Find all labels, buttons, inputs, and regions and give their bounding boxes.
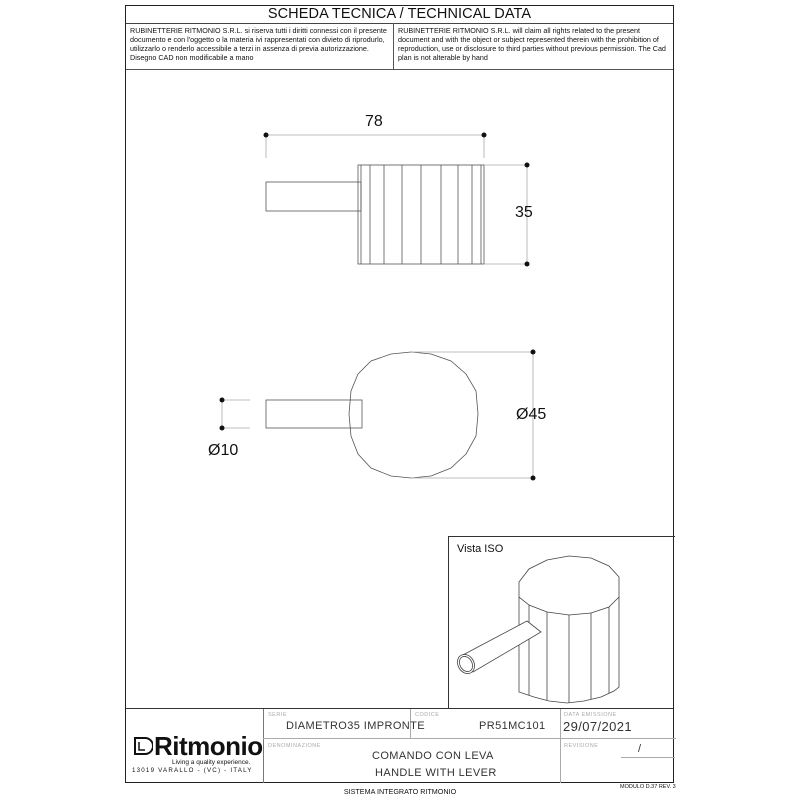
- brand-tagline: Living a quality experience.: [172, 759, 251, 766]
- logo-mark-icon: [131, 735, 153, 757]
- copyright-notice-italian: RUBINETTERIE RITMONIO S.R.L. si riserva tutti i diritti connessi con il presente documento e con l'oggetto o la materia ivi rappresentati con divieto di riprodurlo, utilizzarlo o renderlo accessibile a terzi in assenza di previa autorizzazione. Disegno CAD non modificabile a mano: [126, 23, 394, 69]
- sheet-title: SCHEDA TECNICA / TECHNICAL DATA: [126, 6, 673, 24]
- footer-module: MODULO D.37 REV. 3: [620, 784, 676, 790]
- serie-value: DIAMETRO35 IMPRONTE: [286, 720, 426, 732]
- divider: [560, 709, 561, 783]
- revisione-label: REVISIONE: [564, 743, 599, 749]
- divider: [621, 757, 675, 758]
- copyright-notice-english: RUBINETTERIE RITMONIO S.R.L. will claim all rights related to the present document and with the object or subject represented therein with the prohibition of reproduction, use or disclosure to third parties without previous permission. The Cad plan is not alterable by hand: [398, 26, 666, 62]
- company-logo: [126, 709, 264, 783]
- codice-label: CODICE: [415, 712, 440, 718]
- codice-value: PR51MC101: [479, 720, 546, 732]
- dimension-height: 35: [515, 204, 533, 221]
- iso-view-label: Vista ISO: [457, 543, 504, 555]
- dimension-knob-diameter: Ø45: [516, 406, 547, 423]
- technical-sheet: [125, 5, 674, 783]
- revisione-value: /: [638, 743, 642, 755]
- iso-view-panel: [448, 536, 675, 708]
- denominazione-english: HANDLE WITH LEVER: [375, 767, 497, 779]
- dimension-lever-diameter: Ø10: [208, 442, 239, 459]
- serie-label: SERIE: [268, 712, 288, 718]
- data-emissione-value: 29/07/2021: [563, 719, 633, 734]
- iso-view-drawing: [449, 537, 676, 709]
- denominazione-italian: COMANDO CON LEVA: [372, 750, 494, 762]
- company-address: 13019 VARALLO - (VC) - ITALY: [132, 767, 253, 774]
- footer-system: SISTEMA INTEGRATO RITMONIO: [343, 787, 457, 796]
- brand-name: Ritmonio: [154, 731, 263, 761]
- denominazione-label: DENOMINAZIONE: [268, 743, 321, 749]
- title-block: [126, 708, 673, 783]
- dimension-length: 78: [365, 113, 383, 130]
- data-emissione-label: DATA EMISSIONE: [564, 712, 617, 718]
